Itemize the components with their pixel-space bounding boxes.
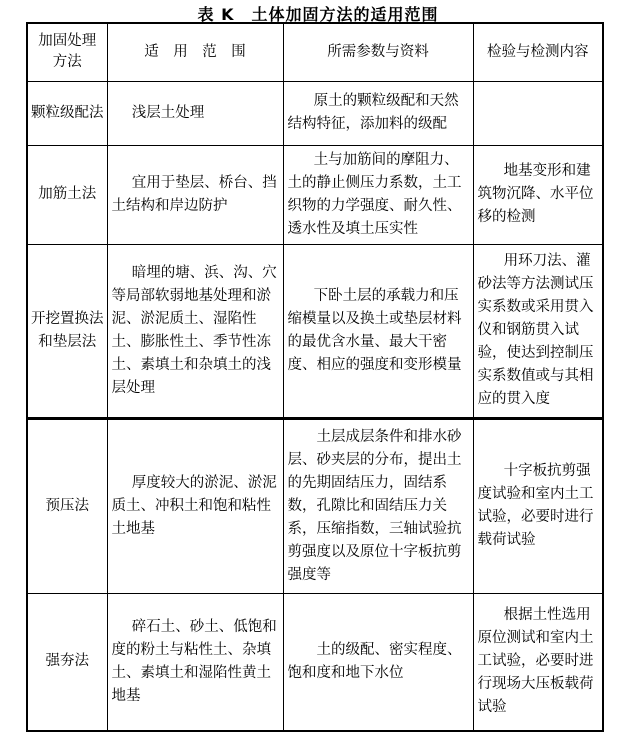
params-cell: 原土的颗粒级配和天然结构特征，添加料的级配 (283, 81, 473, 145)
inspect-cell (473, 81, 603, 145)
soil-reinforcement-table-part-1 (26, 22, 604, 419)
table-row (27, 145, 603, 244)
table-row (27, 593, 603, 731)
method-cell: 强夯法 (27, 593, 107, 731)
params-cell: 下卧土层的承载力和压缩模量以及换土或垫层材料的最优含水量、最大干密度、相应的强度和变形模量 (283, 244, 473, 418)
header-params: 所需参数与资料 (283, 23, 473, 81)
params-cell: 土层成层条件和排水砂层、砂夹层的分布，提出土的先期固结压力，固结系数，孔隙比和固结压力关系，压缩指数，三轴试验抗剪强度以及原位十字板抗剪强度等 (283, 419, 473, 593)
scope-cell: 宜用于垫层、桥台、挡土结构和岸边防护 (107, 145, 283, 244)
params-cell: 土的级配、密实程度、饱和度和地下水位 (283, 593, 473, 731)
scope-cell: 碎石土、砂土、低饱和度的粉土与粘性土、杂填土、素填土和湿陷性黄土地基 (107, 593, 283, 731)
inspect-cell: 用环刀法、灌砂法等方法测试压实系数或采用贯入仪和钢筋贯入试验，使达到控制压实系数值或与其相应的贯入度 (473, 244, 603, 418)
header-row (27, 23, 603, 81)
table-row (27, 419, 603, 593)
table-row (27, 81, 603, 145)
method-cell: 预压法 (27, 419, 107, 593)
scope-cell: 厚度较大的淤泥、淤泥质土、冲积土和饱和粘性土地基 (107, 419, 283, 593)
soil-reinforcement-table-part-2 (26, 418, 604, 732)
table-row (27, 244, 603, 418)
inspect-cell: 地基变形和建筑物沉降、水平位移的检测 (473, 145, 603, 244)
method-cell: 颗粒级配法 (27, 81, 107, 145)
method-cell: 开挖置换法和垫层法 (27, 244, 107, 418)
header-inspect: 检验与检测内容 (473, 23, 603, 81)
inspect-cell: 根据土性选用原位测试和室内土工试验，必要时进行现场大压板载荷试验 (473, 593, 603, 731)
scope-cell: 暗埋的塘、浜、沟、穴等局部软弱地基处理和淤泥、淤泥质土、湿陷性土、膨胀性土、季节性冻土、素填土和杂填土的浅层处理 (107, 244, 283, 418)
table-title: 表 K 土体加固方法的适用范围 (197, 5, 439, 24)
scope-cell: 浅层土处理 (107, 81, 283, 145)
params-cell: 土与加筋间的摩阻力、土的静止侧压力系数，土工织物的力学强度、耐久性、透水性及填土压实性 (283, 145, 473, 244)
method-cell: 加筋土法 (27, 145, 107, 244)
header-method: 加固处理方法 (27, 23, 107, 81)
inspect-cell: 十字板抗剪强度试验和室内土工试验，必要时进行载荷试验 (473, 419, 603, 593)
header-scope: 适 用 范 围 (107, 23, 283, 81)
